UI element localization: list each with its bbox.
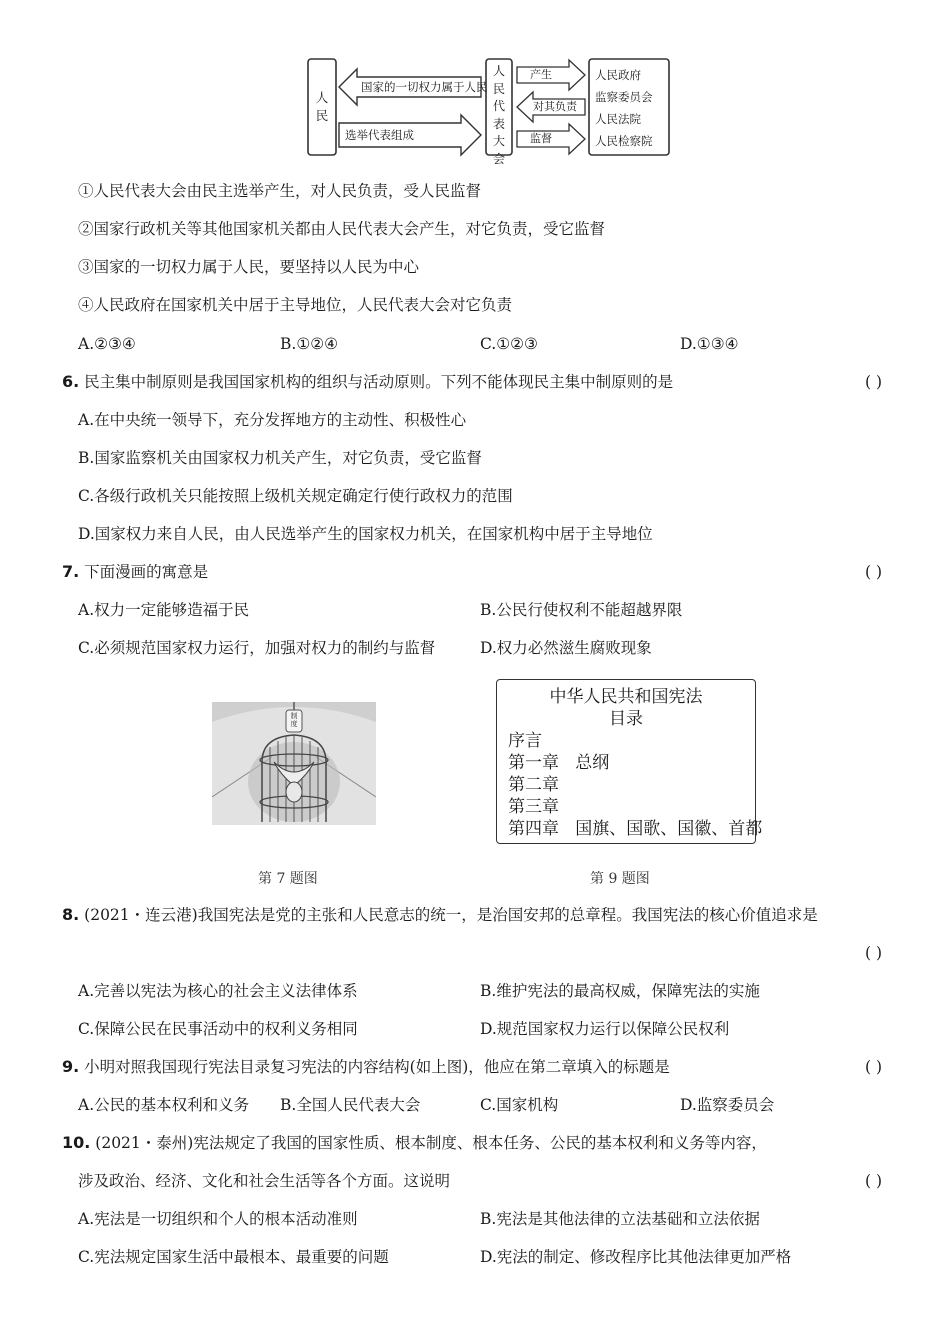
q8-answer-blank[interactable]: ( )	[864, 944, 882, 962]
q6-option-c[interactable]: C.各级行政机关只能按照上级机关规定确定行使行政权力的范围	[78, 487, 513, 505]
structure-diagram	[305, 55, 675, 166]
q9-stem-text: 小明对照我国现行宪法目录复习宪法的内容结构(如上图)，他应在第二章填入的标题是	[84, 1058, 670, 1076]
q9-stem	[62, 1057, 670, 1077]
toc-line-ch1: 第一章 总纲	[508, 753, 610, 773]
q10-stem-text: (2021・泰州)宪法规定了我国的国家性质、根本制度、根本任务、公民的基本权利和义务等内容，	[95, 1134, 767, 1152]
q7-number: 7.	[62, 562, 80, 581]
q6-option-b[interactable]: B.国家监察机关由国家权力机关产生，对它负责，受它监督	[78, 449, 482, 467]
q8-stem	[62, 905, 818, 925]
q8-option-b[interactable]: B.维护宪法的最高权威，保障宪法的实施	[480, 982, 760, 1000]
q6-answer-blank[interactable]: ( )	[864, 373, 882, 391]
q10-option-c[interactable]: C.宪法规定国家生活中最根本、最重要的问题	[78, 1248, 389, 1266]
q10-option-b[interactable]: B.宪法是其他法律的立法基础和立法依据	[480, 1210, 760, 1228]
q5-option-a[interactable]: A.②③④	[78, 335, 136, 353]
q5-statement-4: ④人民政府在国家机关中居于主导地位，人民代表大会对它负责	[78, 296, 513, 314]
toc-line-ch2: 第二章	[508, 775, 559, 795]
q7-option-c[interactable]: C.必须规范国家权力运行，加强对权力的制约与监督	[78, 639, 436, 657]
q5-option-b[interactable]: B.①②④	[280, 335, 339, 353]
q7-answer-blank[interactable]: ( )	[864, 563, 882, 581]
diagram-center-box-label: 人民代表大会	[492, 64, 505, 166]
q10-option-d[interactable]: D.宪法的制定、修改程序比其他法律更加严格	[480, 1248, 792, 1266]
diagram-right-item: 人民检察院	[595, 134, 653, 148]
q8-option-a[interactable]: A.完善以宪法为核心的社会主义法律体系	[78, 982, 358, 1000]
q8-stem-text: (2021・连云港)我国宪法是党的主张和人民意志的统一，是治国安邦的总章程。我国宪法的核心价值追求是	[84, 906, 818, 924]
diagram-right-item: 监察委员会	[595, 90, 653, 104]
q10-number: 10.	[62, 1133, 91, 1152]
diagram-right-box-list	[595, 64, 653, 152]
diagram-left-box-label: 人民	[315, 90, 329, 123]
q6-option-d[interactable]: D.国家权力来自人民，由人民选举产生的国家权力机关，在国家机构中居于主导地位	[78, 525, 653, 543]
q9-answer-blank[interactable]: ( )	[864, 1058, 882, 1076]
diagram-right-item: 人民政府	[595, 68, 641, 82]
figure7-caption: 第 7 题图	[258, 871, 318, 887]
q6-number: 6.	[62, 372, 80, 391]
q6-stem	[62, 372, 673, 392]
q5-statement-3: ③国家的一切权力属于人民，要坚持以人民为中心	[78, 258, 420, 276]
q6-option-a[interactable]: A.在中央统一领导下，充分发挥地方的主动性、积极性心	[78, 411, 467, 429]
diagram-arrow-responsible-label: 对其负责	[533, 100, 577, 113]
q10-stem	[62, 1133, 767, 1153]
q9-option-c[interactable]: C.国家机构	[480, 1096, 559, 1114]
q10-stem-continued: 涉及政治、经济、文化和社会生活等各个方面。这说明	[78, 1172, 451, 1190]
q6-stem-text: 民主集中制原则是我国国家机构的组织与活动原则。下列不能体现民主集中制原则的是	[84, 373, 674, 391]
q7-stem-text: 下面漫画的寓意是	[84, 563, 209, 581]
q10-answer-blank[interactable]: ( )	[864, 1172, 882, 1190]
diagram-right-item: 人民法院	[595, 112, 641, 126]
q9-option-b[interactable]: B.全国人民代表大会	[280, 1096, 421, 1114]
cartoon-figure	[212, 702, 376, 825]
q8-option-c[interactable]: C.保障公民在民事活动中的权利义务相同	[78, 1020, 358, 1038]
diagram-arrow-produce-label: 产生	[530, 68, 552, 81]
q5-option-d[interactable]: D.①③④	[680, 335, 739, 353]
diagram-bottom-arrow-label: 选举代表组成	[345, 128, 414, 142]
toc-line-ch3: 第三章	[508, 797, 559, 817]
q7-option-a[interactable]: A.权力一定能够造福于民	[78, 601, 250, 619]
toc-subtitle: 目录	[609, 709, 643, 729]
q7-stem	[62, 562, 208, 582]
q8-option-d[interactable]: D.规范国家权力运行以保障公民权利	[480, 1020, 730, 1038]
cartoon-cage-label: 制度	[290, 712, 298, 728]
q5-statement-2: ②国家行政机关等其他国家机关都由人民代表大会产生，对它负责，受它监督	[78, 220, 606, 238]
q5-option-c[interactable]: C.①②③	[480, 335, 538, 353]
toc-line-preface: 序言	[508, 731, 542, 751]
q7-option-b[interactable]: B.公民行使权利不能超越界限	[480, 601, 683, 619]
figure9-caption: 第 9 题图	[590, 871, 650, 887]
q5-statement-1: ①人民代表大会由民主选举产生，对人民负责，受人民监督	[78, 182, 482, 200]
q10-option-a[interactable]: A.宪法是一切组织和个人的根本活动准则	[78, 1210, 358, 1228]
diagram-arrow-supervise-label: 监督	[530, 132, 552, 145]
toc-title: 中华人民共和国宪法	[549, 687, 703, 707]
toc-line-ch4: 第四章 国旗、国歌、国徽、首都	[508, 819, 763, 839]
q9-option-d[interactable]: D.监察委员会	[680, 1096, 775, 1114]
q8-number: 8.	[62, 905, 80, 924]
diagram-top-arrow-label: 国家的一切权力属于人民	[361, 80, 488, 94]
q9-number: 9.	[62, 1057, 80, 1076]
q7-option-d[interactable]: D.权力必然滋生腐败现象	[480, 639, 652, 657]
q9-option-a[interactable]: A.公民的基本权利和义务	[78, 1096, 250, 1114]
